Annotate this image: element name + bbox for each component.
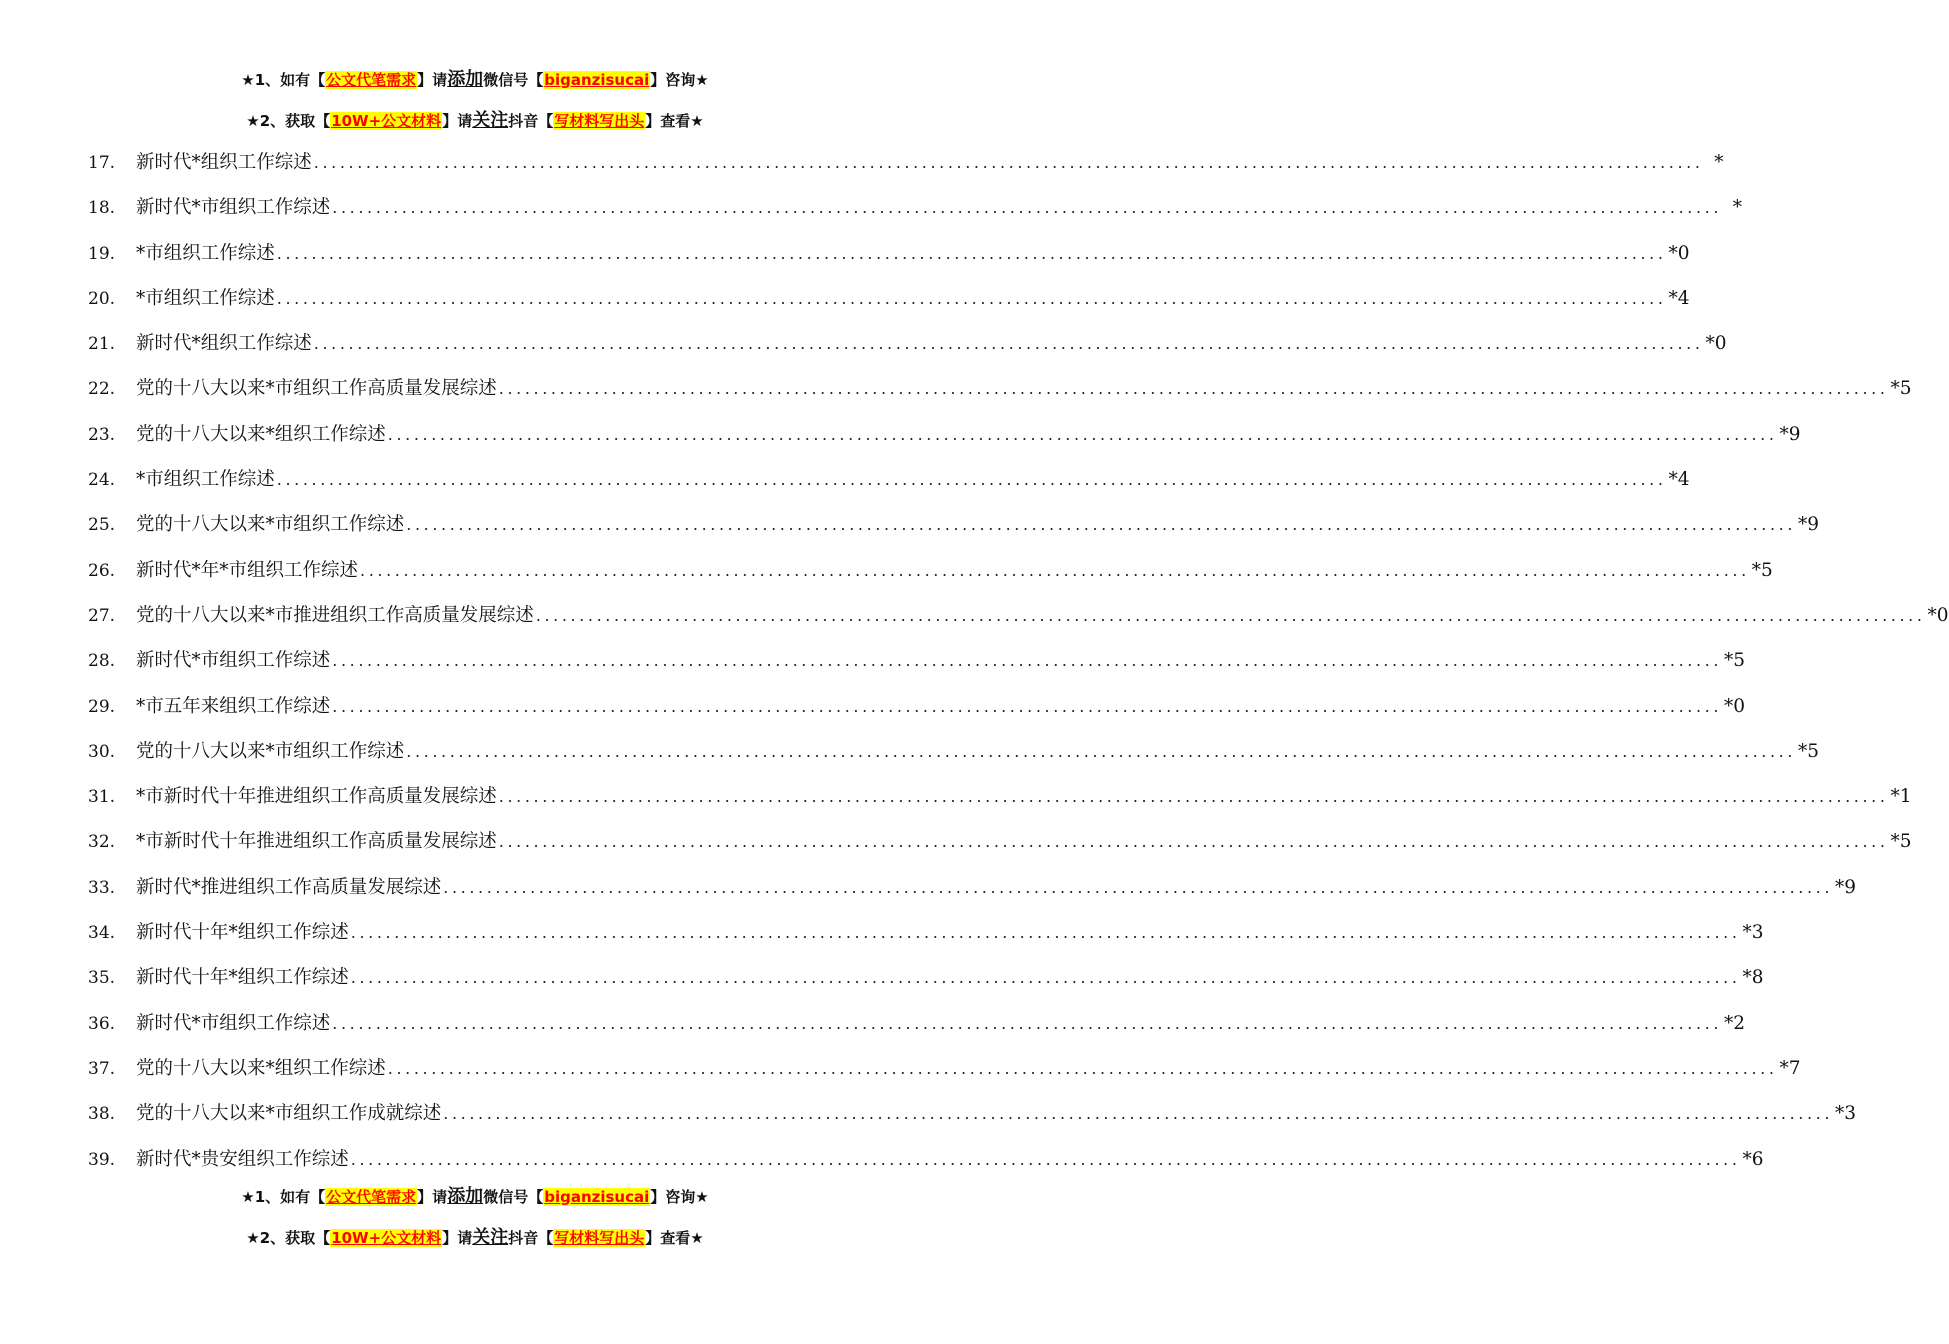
toc-entry-number: 28.	[88, 651, 116, 672]
toc-entry	[88, 735, 1820, 780]
toc-entry	[88, 1097, 1857, 1142]
banner-text: 微信号【	[483, 71, 544, 89]
toc-dot-leader: ................................................................................................................................................................	[406, 741, 1797, 761]
toc-entry-title: 新时代*组织工作综述	[136, 152, 312, 173]
toc-entry-page: *0	[1668, 242, 1690, 264]
toc-entry	[88, 690, 1746, 735]
toc-entry-number: 21.	[88, 334, 116, 355]
toc-entry-title: *市组织工作综述	[136, 287, 275, 309]
toc-entry	[88, 191, 1743, 236]
banner-text: 】请	[417, 71, 448, 89]
banner-text: 】请	[442, 112, 473, 130]
toc-entry-number: 25.	[88, 515, 116, 536]
toc-entry-number: 31.	[88, 787, 116, 808]
toc-entry-page: *9	[1835, 876, 1857, 898]
banner-text: 抖音【	[508, 1229, 554, 1247]
toc-entry	[88, 463, 1690, 508]
toc-entry-title: 党的十八大以来*组织工作综述	[136, 1057, 386, 1079]
toc-entry-page: *0	[1724, 695, 1746, 717]
banner-text: ★1、如有【	[241, 1188, 326, 1206]
toc-entry-title: 新时代*年*市组织工作综述	[136, 559, 359, 581]
toc-dot-leader: ................................................................................................................................................................	[443, 1104, 1834, 1124]
toc-entry-number: 27.	[88, 605, 116, 626]
toc-entry-number: 37.	[88, 1058, 116, 1079]
toc-dot-leader: ................................................................................................................................................................	[498, 832, 1889, 852]
toc-entry-page: *6	[1742, 1148, 1764, 1170]
toc-entry-title: 新时代*贵安组织工作综述	[136, 1148, 349, 1170]
toc-entry-number: 18.	[88, 198, 116, 219]
banner-highlight: biganzisucai	[544, 1188, 650, 1206]
toc-dot-leader: ................................................................................................................................................................	[350, 968, 1741, 988]
toc-entry-number: 17.	[88, 153, 116, 173]
toc-entry-title: 党的十八大以来*市推进组织工作高质量发展综述	[136, 604, 534, 626]
toc-entry-title: 新时代*推进组织工作高质量发展综述	[136, 876, 442, 898]
toc-entry-title: 新时代*市组织工作综述	[136, 197, 331, 219]
toc-dot-leader: ................................................................................................................................................................	[387, 1058, 1778, 1078]
toc-entry-title: *市新时代十年推进组织工作高质量发展综述	[136, 831, 497, 853]
banner-text: 】咨询★	[650, 1188, 709, 1206]
toc-dot-leader: ................................................................................................................................................................	[360, 560, 1750, 580]
toc-entry	[88, 237, 1690, 282]
banner-highlight: 公文代笔需求	[326, 1188, 417, 1206]
toc-entry-number: 24.	[88, 470, 116, 491]
banner-highlight: 10W+公文材料	[331, 1229, 442, 1247]
toc-entry-number: 20.	[88, 288, 116, 309]
toc-entry-title: 新时代十年*组织工作综述	[136, 967, 349, 989]
toc-entry-title: 党的十八大以来*市组织工作综述	[136, 740, 405, 762]
banner-highlight: biganzisucai	[544, 71, 650, 89]
toc-entry-number: 22.	[88, 379, 116, 400]
toc-dot-leader: ................................................................................................................................................................	[498, 379, 1889, 399]
banner-text: 抖音【	[508, 112, 554, 130]
toc-entry-title: 党的十八大以来*市组织工作成就综述	[136, 1103, 442, 1125]
toc-entry-page: *5	[1724, 650, 1746, 672]
toc-entry-number: 33.	[88, 877, 116, 898]
toc-entry	[88, 554, 1773, 599]
toc-entry	[88, 418, 1801, 463]
toc-entry-title: 新时代十年*组织工作综述	[136, 922, 349, 944]
toc-entry-page: *9	[1779, 423, 1801, 445]
toc-dot-leader: ................................................................................................................................................................	[498, 787, 1889, 807]
toc-dot-leader: ................................................................................................................................................................	[276, 470, 1667, 490]
toc-entry	[88, 282, 1690, 327]
promo-banner-bottom-2	[0, 1226, 950, 1250]
toc-dot-leader: ................................................................................................................................................................	[406, 515, 1797, 535]
banner-emphasis: 添加	[447, 69, 484, 90]
banner-text: ★2、获取【	[246, 1229, 331, 1247]
banner-text: 微信号【	[483, 1188, 544, 1206]
toc-entry-page: *1	[1890, 786, 1912, 808]
banner-highlight: 写材料写出头	[554, 112, 645, 130]
toc-entry-page: *4	[1668, 469, 1690, 491]
promo-banner-top-2	[0, 109, 950, 133]
toc-entry-number: 34.	[88, 923, 116, 944]
toc-entry	[88, 508, 1820, 553]
toc-entry	[88, 327, 1727, 372]
toc-entry-page: *5	[1798, 740, 1820, 762]
toc-entry	[88, 644, 1746, 689]
toc-entry-title: 新时代*市组织工作综述	[136, 650, 331, 672]
banner-highlight: 公文代笔需求	[326, 71, 417, 89]
toc-dot-leader: ................................................................................................................................................................	[350, 1149, 1741, 1169]
toc-entry-page: *0	[1927, 604, 1949, 626]
toc-entry-title: *市新时代十年推进组织工作高质量发展综述	[136, 786, 497, 808]
toc-entry-number: 39.	[88, 1149, 116, 1170]
toc-entry	[88, 146, 1724, 191]
toc-dot-leader: ................................................................................................................................................................	[332, 696, 1723, 716]
toc-dot-leader: ................................................................................................................................................................	[387, 424, 1778, 444]
toc-entry	[88, 1052, 1801, 1097]
toc-dot-leader: ................................................................................................................................................................	[332, 198, 1723, 218]
toc-dot-leader: ................................................................................................................................................................	[350, 923, 1741, 943]
banner-text: ★2、获取【	[246, 112, 331, 130]
toc-entry-page: *8	[1742, 967, 1764, 989]
toc-entry	[88, 1143, 1764, 1188]
banner-emphasis: 关注	[472, 1227, 509, 1248]
toc-dot-leader: ................................................................................................................................................................	[332, 1013, 1723, 1033]
toc-entry	[88, 916, 1764, 961]
toc-entry	[88, 825, 1912, 870]
toc-dot-leader: ................................................................................................................................................................	[332, 651, 1723, 671]
toc-dot-leader: ................................................................................................................................................................	[443, 877, 1834, 897]
toc-entry	[88, 961, 1764, 1006]
banner-text: 】查看★	[645, 112, 704, 130]
banner-highlight: 写材料写出头	[554, 1229, 645, 1247]
table-of-contents	[88, 146, 1949, 1188]
toc-dot-leader: ................................................................................................................................................................	[313, 334, 1704, 354]
toc-entry-title: 党的十八大以来*组织工作综述	[136, 423, 386, 445]
toc-entry-number: 36.	[88, 1013, 116, 1034]
toc-entry-page: *3	[1835, 1103, 1857, 1125]
toc-entry-page: *3	[1742, 922, 1764, 944]
toc-entry-title: *市五年来组织工作综述	[136, 695, 331, 717]
toc-entry-number: 23.	[88, 424, 116, 445]
toc-entry-number: 30.	[88, 741, 116, 762]
promo-banner-top-1	[0, 68, 950, 92]
toc-dot-leader: ................................................................................................................................................................	[276, 243, 1667, 263]
toc-entry	[88, 1007, 1746, 1052]
banner-text: 】查看★	[645, 1229, 704, 1247]
toc-entry-page: *	[1714, 152, 1724, 173]
toc-entry-page: *5	[1751, 559, 1773, 581]
toc-entry	[88, 780, 1912, 825]
banner-emphasis: 添加	[447, 1186, 484, 1207]
toc-entry	[88, 871, 1857, 916]
toc-entry-number: 38.	[88, 1104, 116, 1125]
banner-text: 】咨询★	[650, 71, 709, 89]
toc-entry-number: 35.	[88, 968, 116, 989]
toc-entry-title: *市组织工作综述	[136, 469, 275, 491]
toc-entry-page: *5	[1890, 378, 1912, 400]
toc-dot-leader: ................................................................................................................................................................	[313, 153, 1704, 172]
toc-entry-number: 26.	[88, 560, 116, 581]
banner-highlight: 10W+公文材料	[331, 112, 442, 130]
toc-entry-page: *9	[1798, 514, 1820, 536]
toc-entry-title: *市组织工作综述	[136, 242, 275, 264]
toc-dot-leader: ................................................................................................................................................................	[535, 605, 1926, 625]
toc-entry-title: 党的十八大以来*市组织工作高质量发展综述	[136, 378, 497, 400]
toc-entry-number: 32.	[88, 832, 116, 853]
toc-entry-number: 19.	[88, 243, 116, 264]
promo-banner-bottom-1	[0, 1185, 950, 1209]
toc-entry-page: *5	[1890, 831, 1912, 853]
toc-entry-title: 新时代*市组织工作综述	[136, 1012, 331, 1034]
toc-entry-page: *7	[1779, 1057, 1801, 1079]
toc-entry-title: 党的十八大以来*市组织工作综述	[136, 514, 405, 536]
banner-text: ★1、如有【	[241, 71, 326, 89]
toc-entry-page: *0	[1705, 333, 1727, 355]
toc-entry-page: *	[1732, 197, 1743, 219]
banner-text: 】请	[442, 1229, 473, 1247]
toc-entry-title: 新时代*组织工作综述	[136, 333, 312, 355]
banner-text: 】请	[417, 1188, 448, 1206]
toc-dot-leader: ................................................................................................................................................................	[276, 288, 1667, 308]
banner-emphasis: 关注	[472, 110, 509, 131]
toc-entry	[88, 372, 1912, 417]
toc-entry	[88, 599, 1949, 644]
toc-entry-page: *2	[1724, 1012, 1746, 1034]
toc-entry-number: 29.	[88, 696, 116, 717]
toc-entry-page: *4	[1668, 287, 1690, 309]
